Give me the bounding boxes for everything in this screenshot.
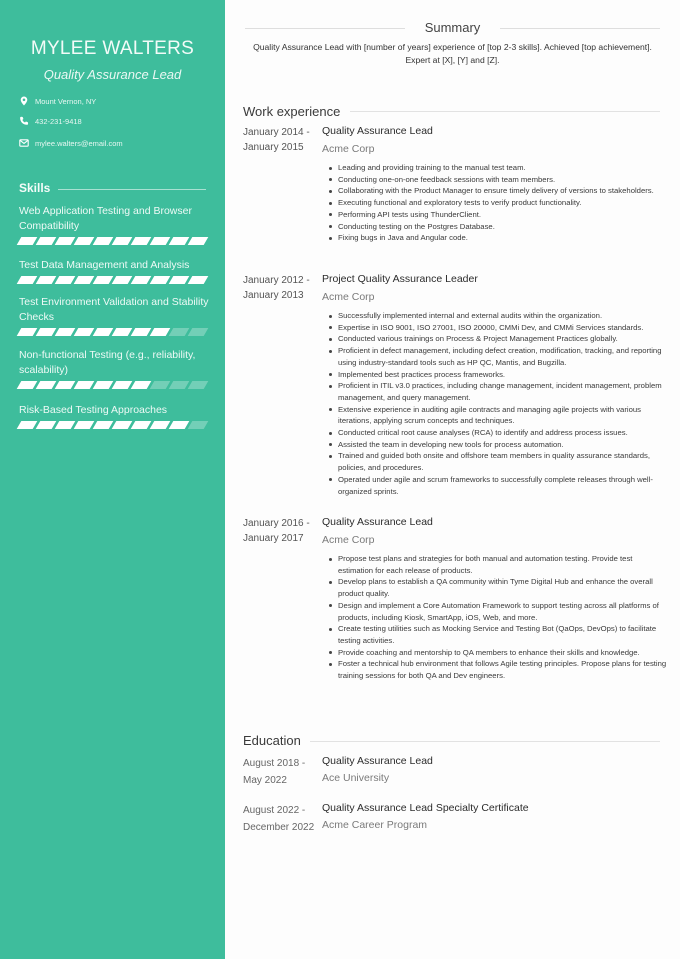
bullet-item: Propose test plans and strategies for both manual and automation testing. Provide test estimation for each release of products. (327, 553, 667, 576)
rating-segment (188, 237, 209, 245)
bullet-list (327, 310, 667, 497)
skill-rating-bar (19, 328, 214, 336)
skill-rating-bar (19, 237, 214, 245)
school-name: Ace University (322, 772, 390, 784)
bullet-item: Executing functional and exploratory tests to verify product functionality. (327, 197, 667, 209)
rating-segment (112, 237, 133, 245)
sidebar (0, 0, 225, 959)
bullet-item: Operated under agile and scrum frameworks to successfully complete releases through well-organized sprints. (327, 474, 667, 497)
rating-segment (74, 421, 95, 429)
skill-label: Test Environment Validation and Stability Checks (19, 296, 209, 323)
education-dates (243, 802, 321, 836)
rating-segment (112, 328, 133, 336)
rating-segment (17, 381, 38, 389)
skill-item (19, 403, 214, 429)
rating-segment (150, 421, 171, 429)
date-start: January 2014 - (243, 127, 310, 138)
rating-segment (36, 237, 57, 245)
date-end: January 2015 (243, 142, 304, 153)
job-title: Quality Assurance Lead (322, 125, 433, 137)
rating-segment (169, 276, 190, 284)
education-heading: Education (243, 733, 301, 748)
email-icon (19, 138, 29, 148)
rating-segment (188, 276, 209, 284)
rating-segment (55, 421, 76, 429)
rating-segment (55, 328, 76, 336)
work-dates (243, 273, 321, 303)
rating-segment (36, 381, 57, 389)
summary-text: Quality Assurance Lead with [number of years] experience of [top 2-3 skills]. Achieved [top achievement]. Expert at [X], [Y] and [Z]. (253, 42, 652, 65)
rating-segment (169, 381, 190, 389)
skill-label: Test Data Management and Analysis (19, 259, 190, 271)
bullet-item: Conducted various trainings on Process & Project Management Practices globally. (327, 333, 667, 345)
work-experience-heading: Work experience (243, 104, 341, 119)
bullet-item: Assisted the team in developing new tools for process automation. (327, 439, 667, 451)
location-pin-icon (19, 96, 29, 106)
rating-segment (17, 328, 38, 336)
date-end: May 2022 (243, 775, 287, 786)
rating-segment (74, 276, 95, 284)
rating-segment (93, 381, 114, 389)
bullet-item: Develop plans to establish a QA community within Tyme Digital Hub and enhance the overall product quality. (327, 576, 667, 599)
rating-segment (112, 276, 133, 284)
rating-segment (188, 421, 209, 429)
summary-heading: Summary (417, 20, 489, 35)
company-name: Acme Corp (322, 291, 375, 303)
skill-rating-bar (19, 381, 214, 389)
rating-segment (17, 237, 38, 245)
date-end: December 2022 (243, 822, 315, 833)
bullet-item: Proficient in defect management, including defect creation, modification, tracking, and reporting using industry-standard tools such as HP QC, Mantis, and Bugzilla. (327, 345, 667, 368)
skill-label: Non-functional Testing (e.g., reliability, scalability) (19, 349, 196, 376)
rating-segment (131, 421, 152, 429)
rating-segment (112, 421, 133, 429)
date-end: January 2017 (243, 533, 304, 544)
bullet-item: Leading and providing training to the manual test team. (327, 162, 667, 174)
phone-icon (19, 116, 29, 126)
skill-label: Risk-Based Testing Approaches (19, 404, 168, 416)
summary-header (245, 20, 660, 36)
rating-segment (112, 381, 133, 389)
contact-location (19, 96, 96, 106)
bullet-item: Conducting one-on-one feedback sessions with team members. (327, 174, 667, 186)
bullet-item: Proficient in ITIL v3.0 practices, including change management, incident management, problem management, and query management. (327, 380, 667, 403)
rating-segment (36, 328, 57, 336)
rating-segment (93, 276, 114, 284)
skills-heading: Skills (19, 181, 51, 195)
degree-title: Quality Assurance Lead Specialty Certificate (322, 802, 529, 814)
date-end: January 2013 (243, 290, 304, 301)
bullet-list (327, 553, 667, 682)
candidate-name: MYLEE WALTERS (30, 38, 195, 59)
job-title: Quality Assurance Lead (322, 516, 433, 528)
rating-segment (188, 381, 209, 389)
bullet-item: Successfully implemented internal and external audits within the organization. (327, 310, 667, 322)
rating-segment (131, 276, 152, 284)
bullet-item: Performing API tests using ThunderClient. (327, 209, 667, 221)
skill-rating-bar (19, 421, 214, 429)
company-name: Acme Corp (322, 534, 375, 546)
work-experience-divider (350, 111, 660, 112)
rating-segment (93, 328, 114, 336)
work-dates (243, 516, 321, 546)
bullet-item: Fixing bugs in Java and Angular code. (327, 232, 667, 244)
job-title: Project Quality Assurance Leader (322, 273, 478, 285)
bullet-item: Expertise in ISO 9001, ISO 27001, ISO 20000, CMMi Dev, and CMMi Services standards. (327, 322, 667, 334)
date-start: January 2012 - (243, 275, 310, 286)
rating-segment (55, 381, 76, 389)
bullet-item: Trained and guided both onsite and offshore team members in quality assurance standards, policies, and procedures. (327, 450, 667, 473)
bullet-item: Implemented best practices process frameworks. (327, 369, 667, 381)
rating-segment (17, 276, 38, 284)
bullet-item: Conducting testing on the Postgres Database. (327, 221, 667, 233)
rating-segment (55, 276, 76, 284)
skill-rating-bar (19, 276, 214, 284)
date-start: August 2022 - (243, 805, 306, 816)
rating-segment (131, 237, 152, 245)
main-content (225, 0, 680, 959)
skill-item (19, 348, 214, 389)
rating-segment (150, 328, 171, 336)
rating-segment (93, 237, 114, 245)
bullet-item: Design and implement a Core Automation Framework to support testing across all platforms of products, including Kiosk, SmartApp, iOS, Web, and more. (327, 600, 667, 623)
rating-segment (131, 328, 152, 336)
education-dates (243, 755, 321, 789)
bullet-item: Create testing utilities such as Mocking Service and Testing Bot (QaOps, DevOps) to facilitate testing activities. (327, 623, 667, 646)
rating-segment (55, 237, 76, 245)
company-name: Acme Corp (322, 143, 375, 155)
date-start: January 2016 - (243, 518, 310, 529)
rating-segment (17, 421, 38, 429)
rating-segment (150, 276, 171, 284)
bullet-item: Collaborating with the Product Manager to ensure timely delivery of versions to stakeholders. (327, 185, 667, 197)
skill-item (19, 204, 214, 245)
work-dates (243, 125, 321, 155)
bullet-item: Extensive experience in auditing agile contracts and managing agile projects with various iterations, applying scrum concepts and techniques. (327, 404, 667, 427)
skill-item (19, 295, 214, 336)
rating-segment (150, 237, 171, 245)
rating-segment (74, 381, 95, 389)
rating-segment (150, 381, 171, 389)
bullet-item: Conducted critical root cause analyses (RCA) to identify and address process issues. (327, 427, 667, 439)
email-text[interactable]: mylee.walters@email.com (35, 138, 123, 148)
bullet-item: Provide coaching and mentorship to QA members to enhance their skills and knowledge. (327, 647, 667, 659)
education-divider (310, 741, 660, 742)
rating-segment (36, 421, 57, 429)
rating-segment (74, 237, 95, 245)
bullet-item: Foster a technical hub environment that follows Agile testing principles. Propose plans for testing training sessions for both QA and Dev engineers. (327, 658, 667, 681)
bullet-list (327, 162, 667, 244)
rating-segment (169, 328, 190, 336)
school-name: Acme Career Program (322, 819, 428, 831)
rating-segment (169, 237, 190, 245)
skills-divider (58, 189, 206, 190)
rating-segment (188, 328, 209, 336)
skill-item (19, 258, 214, 284)
location-text: Mount Vernon, NY (35, 96, 97, 106)
rating-segment (74, 328, 95, 336)
candidate-role: Quality Assurance Lead (43, 67, 182, 82)
rating-segment (93, 421, 114, 429)
skill-label: Web Application Testing and Browser Compatibility (19, 205, 192, 232)
phone-text: 432-231-9418 (35, 116, 82, 126)
contact-email[interactable] (19, 138, 123, 148)
rating-segment (169, 421, 190, 429)
rating-segment (131, 381, 152, 389)
degree-title: Quality Assurance Lead (322, 755, 433, 767)
rating-segment (36, 276, 57, 284)
contact-phone (19, 116, 82, 126)
date-start: August 2018 - (243, 758, 306, 769)
